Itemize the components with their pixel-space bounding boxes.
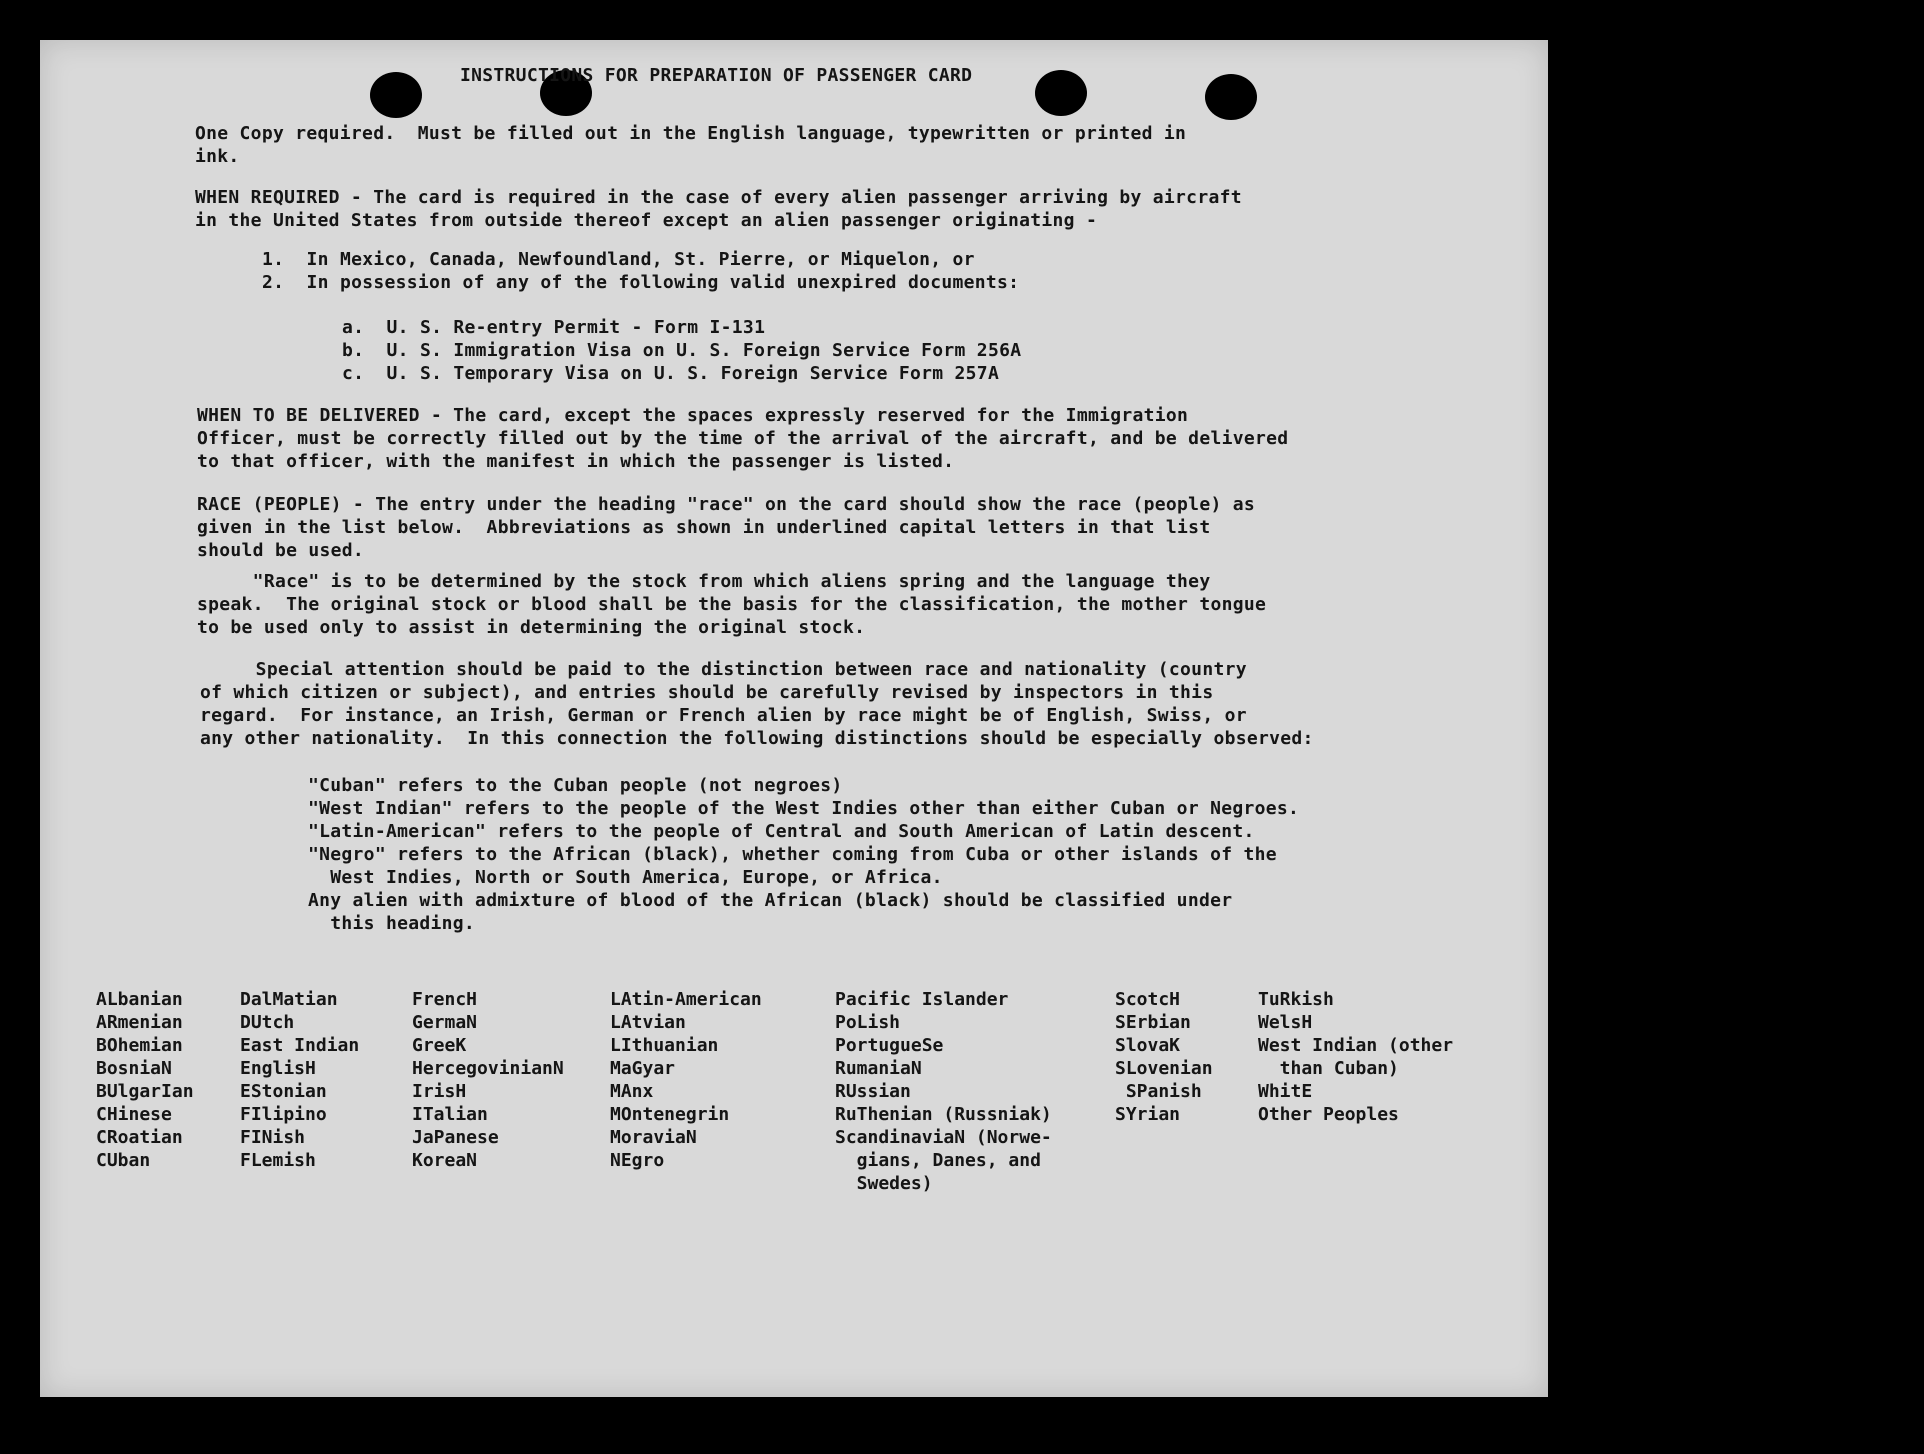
race-item: FINish — [240, 1127, 306, 1148]
race-item: FrencH — [412, 989, 478, 1010]
race-list-column-6 — [1115, 988, 1213, 1126]
race-item: EStonian — [240, 1081, 327, 1102]
paragraph-line: Special attention should be paid to the distinction between race and nationality (country — [200, 659, 1247, 680]
distinction-line: "Negro" refers to the African (black), whether coming from Cuba or other islands of the — [308, 844, 1277, 865]
race-item: SLovenian — [1115, 1058, 1213, 1079]
race-item: SYrian — [1115, 1104, 1181, 1125]
paragraph-line: to that officer, with the manifest in which the passenger is listed. — [197, 451, 955, 472]
race-list-column-3 — [412, 988, 564, 1172]
race-item: GermaN — [412, 1012, 478, 1033]
race-list-column-2 — [240, 988, 359, 1172]
race-item: Swedes) — [835, 1173, 933, 1194]
distinction-line: West Indies, North or South America, Europe, or Africa. — [308, 867, 943, 888]
punch-hole — [370, 72, 422, 118]
race-item: CRoatian — [96, 1127, 183, 1148]
list-item: c. U. S. Temporary Visa on U. S. Foreign Service Form 257A — [342, 363, 1000, 384]
document-page — [40, 40, 1548, 1397]
paragraph-line: ink. — [195, 146, 240, 167]
race-item: West Indian (other — [1258, 1035, 1454, 1056]
paragraph-line: of which citizen or subject), and entries should be carefully revised by inspectors in this — [200, 682, 1214, 703]
race-item: BUlgarIan — [96, 1081, 194, 1102]
race-item: EnglisH — [240, 1058, 316, 1079]
paragraph-line: given in the list below. Abbreviations as shown in underlined capital letters in that list — [197, 517, 1211, 538]
paragraph-line: should be used. — [197, 540, 365, 561]
race-item: gians, Danes, and — [835, 1150, 1041, 1171]
race-item: SErbian — [1115, 1012, 1191, 1033]
paragraph-line: WHEN REQUIRED - The card is required in the case of every alien passenger arriving by aircraft — [195, 187, 1242, 208]
race-item: ScandinaviaN (Norwe- — [835, 1127, 1052, 1148]
race-item: RuThenian (Russniak) — [835, 1104, 1052, 1125]
punch-hole — [1035, 70, 1087, 116]
race-item: BosniaN — [96, 1058, 172, 1079]
race-item: East Indian — [240, 1035, 360, 1056]
paragraph-line: speak. The original stock or blood shall be the basis for the classification, the mother tongue — [197, 594, 1267, 615]
page-title: INSTRUCTIONS FOR PREPARATION OF PASSENGER CARD — [460, 65, 973, 86]
race-item: PoLish — [835, 1012, 901, 1033]
race-item: JaPanese — [412, 1127, 499, 1148]
race-list-column-5 — [835, 988, 1052, 1195]
paragraph-line: "Race" is to be determined by the stock from which aliens spring and the language they — [197, 571, 1211, 592]
race-item: Pacific Islander — [835, 989, 1009, 1010]
race-item: MAnx — [610, 1081, 654, 1102]
race-item: ScotcH — [1115, 989, 1181, 1010]
race-item: ALbanian — [96, 989, 183, 1010]
distinction-line: this heading. — [308, 913, 476, 934]
race-item: SlovaK — [1115, 1035, 1181, 1056]
race-item: CHinese — [96, 1104, 172, 1125]
list-item: 2. In possession of any of the following valid unexpired documents: — [262, 272, 1020, 293]
race-item: Other Peoples — [1258, 1104, 1399, 1125]
race-item: DUtch — [240, 1012, 295, 1033]
race-item: LAtvian — [610, 1012, 686, 1033]
race-item: GreeK — [412, 1035, 467, 1056]
distinction-line: "Cuban" refers to the Cuban people (not negroes) — [308, 775, 843, 796]
race-item: RUssian — [835, 1081, 911, 1102]
race-item: FIlipino — [240, 1104, 327, 1125]
race-item: ITalian — [412, 1104, 488, 1125]
race-list-column-1 — [96, 988, 194, 1172]
race-item: RumaniaN — [835, 1058, 922, 1079]
race-item: MaGyar — [610, 1058, 676, 1079]
race-item: ARmenian — [96, 1012, 183, 1033]
race-list-column-4 — [610, 988, 762, 1172]
distinction-line: "West Indian" refers to the people of the West Indies other than either Cuban or Negroes. — [308, 798, 1300, 819]
race-item: LAtin-American — [610, 989, 762, 1010]
paragraph-line: to be used only to assist in determining the original stock. — [197, 617, 866, 638]
race-item: KoreaN — [412, 1150, 478, 1171]
distinction-line: Any alien with admixture of blood of the African (black) should be classified under — [308, 890, 1233, 911]
race-item: TuRkish — [1258, 989, 1334, 1010]
paragraph-line: Officer, must be correctly filled out by the time of the arrival of the aircraft, and be delivered — [197, 428, 1289, 449]
race-item: PortugueSe — [835, 1035, 944, 1056]
race-item: DalMatian — [240, 989, 338, 1010]
paragraph-line: One Copy required. Must be filled out in the English language, typewritten or printed in — [195, 123, 1187, 144]
race-list-column-7 — [1258, 988, 1453, 1126]
race-item: IrisH — [412, 1081, 467, 1102]
race-item: WhitE — [1258, 1081, 1313, 1102]
race-item: FLemish — [240, 1150, 316, 1171]
race-item: HercegovinianN — [412, 1058, 564, 1079]
race-item: LIthuanian — [610, 1035, 719, 1056]
paragraph-line: WHEN TO BE DELIVERED - The card, except the spaces expressly reserved for the Immigration — [197, 405, 1189, 426]
race-item: MoraviaN — [610, 1127, 697, 1148]
race-item: CUban — [96, 1150, 151, 1171]
distinction-line: "Latin-American" refers to the people of Central and South American of Latin descent. — [308, 821, 1255, 842]
paragraph-line: in the United States from outside thereof except an alien passenger originating - — [195, 210, 1098, 231]
list-item: a. U. S. Re-entry Permit - Form I-131 — [342, 317, 766, 338]
punch-hole — [1205, 74, 1257, 120]
race-item: NEgro — [610, 1150, 665, 1171]
list-item: 1. In Mexico, Canada, Newfoundland, St. Pierre, or Miquelon, or — [262, 249, 975, 270]
race-item: SPanish — [1115, 1081, 1202, 1102]
paragraph-line: any other nationality. In this connection the following distinctions should be especially observed: — [200, 728, 1314, 749]
race-item: than Cuban) — [1258, 1058, 1399, 1079]
paragraph-line: RACE (PEOPLE) - The entry under the heading "race" on the card should show the race (people) as — [197, 494, 1256, 515]
race-item: WelsH — [1258, 1012, 1313, 1033]
race-item: BOhemian — [96, 1035, 183, 1056]
list-item: b. U. S. Immigration Visa on U. S. Foreign Service Form 256A — [342, 340, 1022, 361]
paragraph-line: regard. For instance, an Irish, German or French alien by race might be of English, Swiss, or — [200, 705, 1247, 726]
race-item: MOntenegrin — [610, 1104, 730, 1125]
